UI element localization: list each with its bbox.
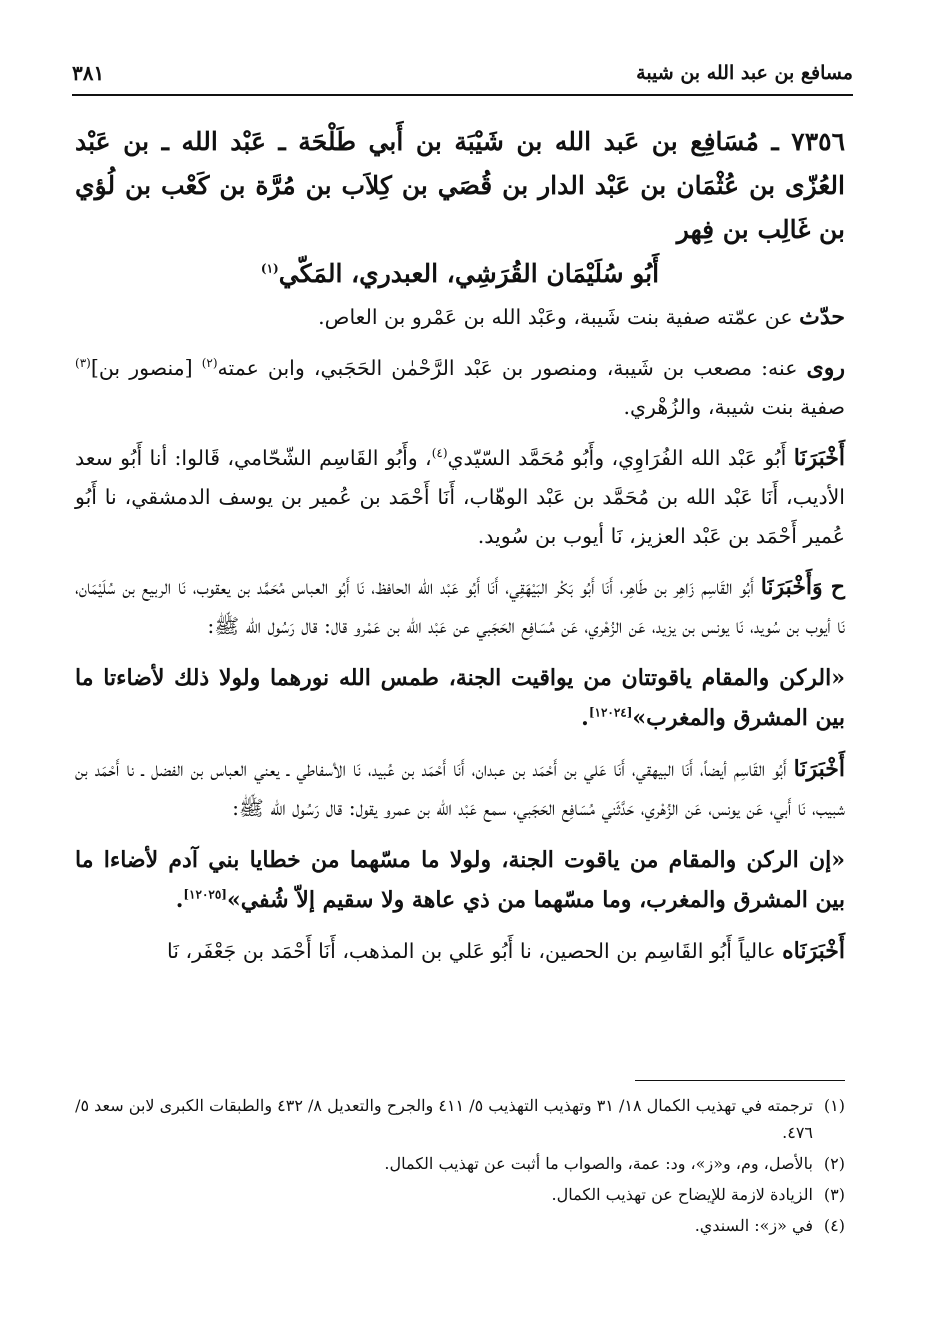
entry-title [75, 120, 845, 296]
page-header [72, 52, 853, 96]
entry-title-line1: ٧٣٥٦ ـ مُسَافِع بن عَبد الله بن شَيْبَة بن أَبي طَلْحَة ـ عَبْد الله ـ بن عَبْد العُزّى بن [75, 127, 845, 200]
footnote-ref: (١) [260, 261, 279, 276]
footnote: (٢) بالأصل، وم، و«ز»، ود: عمة، والصواب ما أثبت عن تهذيب الكمال. [384, 1154, 845, 1173]
main-text [75, 120, 845, 983]
footnote: (٣) الزيادة لازمة للإيضاح عن تهذيب الكمال. [551, 1185, 845, 1204]
paragraph-isnad-3: أَخْبَرَنَا أَبُو القَاسِم أيضاً، أَنَا البيهقي، أَنَا عَلي بن أَحْمَد بن عبدان، أَنَا أَحْمَد بن عُبيد، نَا الأسفاطي ـ يعني العباس بن الفضل ـ نا أَحْمَد بن شبيب، نَا أَبي، عَن يونس، عَن الزُهْري، حَدَّثَني مُسَافِع الحَجَبي، سمع عَبْد الله بن عمرو يقول: قال رَسُول الله ﷺ: [75, 756, 845, 820]
footnotes [75, 1092, 845, 1243]
footnote-ref: (٣) [75, 356, 91, 371]
paragraph-isnad-1: أَخْبَرَنَا أَبُو عَبْد الله الفُرَاوِي، وأَبُو مُحَمَّد السّيّدي$^{(٤)}$، وأَبُو القَاسِم الشّحّامي، قَالوا: أنا أَبُو سعد الأديب، أَنَا عَبْد الله بن مُحَمَّد بن عَبْد الوهّاب، أَنَا أَحْمَد بن عُمير بن يوسف الدمشقي، نا أَبُو عُمير أَحْمَد بن عَبْد العزيز، نَا أيوب بن سُويد. [75, 445, 846, 548]
footnote-ref: (٤) [431, 446, 448, 461]
paragraph-lead: ح وَأَخْبَرَنَا [760, 574, 845, 600]
paragraph-lead: أَخْبَرَنَا [793, 756, 845, 782]
paragraph-lead: أَخْبَرَنَا [793, 445, 846, 471]
hadith-text-2: «إن الركن والمقام من ياقوت الجنة، ولولا ما مسّهما من خطايا بني آدم لأضاءا ما بين المشرق والمغرب، وما مسّهما من ذي عاهة ولا سقيم إلاّ شُفي»[١٢٠٢٥]. [75, 847, 845, 913]
running-title: مسافع بن عبد الله بن شيبة [636, 62, 853, 84]
footnote: (١) ترجمته في تهذيب الكمال ١٨/ ٣١ وتهذيب التهذيب ٥/ ٤١١ والجرح والتعديل ٨/ ٤٣٢ والطبقات الكبرى لابن سعد ٥/ ٤٧٦. [75, 1096, 845, 1142]
hadith-ref: [١٢٠٢٥] [183, 887, 227, 902]
hadith-text-1: «الركن والمقام ياقوتتان من يواقيت الجنة، طمس الله نورهما ولولا ذلك لأضاءتا ما بين المشرق والمغرب»[١٢٠٢٤]. [75, 665, 845, 731]
paragraph-lead: روى [806, 355, 845, 381]
paragraph-isnad-2: ح وَأَخْبَرَنَا أَبُو القَاسِم زَاهِر بن طَاهِر، أَنَا أَبُو بَكْر البَيْهَقِي، أَنَا أَبُو عَبْد الله الحافظ، نَا أَبُو العباس مُحَمَّد بن يعقوب، نَا الربيع بن سُلَيْمَان، نَا أيوب بن سُويد، نَا يونس بن يزيد، عَن الزُهْري، عَن مُسَافِع الحَجَبي عن عَبْد الله بن عَمْرو قال: قال رَسُول الله ﷺ: [75, 574, 845, 638]
paragraph-narrators: روى عنه: مصعب بن شَيبة، ومنصور بن عَبْد الرَّحْمٰن الحَجَبي، وابن عمته$^{(٢)}$ [منصور بن]$^{(٣)}$ صفية بنت شيبة، والزُهْري. [75, 355, 845, 419]
footnote-ref: (٢) [201, 356, 218, 371]
paragraph-lead: أَخْبَرَنَاه [782, 938, 845, 964]
entry-title-line2: عُثْمَان بن عَبْد الدار بن قُصَي بن كِلاَب بن مُرَّة بن كَعْب بن لُؤي بن غَالِب بن فِهر [75, 171, 845, 244]
footnote: (٤) في «ز»: السندي. [694, 1216, 845, 1235]
paragraph-narrated: حدّث عن عمّته صفية بنت شَيبة، وعَبْد الله بن عَمْرو بن العاص. [318, 304, 845, 330]
page-number: ٣٨١ [72, 61, 105, 85]
paragraph-isnad-4: أَخْبَرَنَاه عالياً أَبُو القَاسِم بن الحصين، نا أَبُو عَلي بن المذهب، أَنَا أَحْمَد بن جَعْفَر، نَا [166, 938, 845, 964]
footnote-divider [635, 1080, 845, 1081]
paragraph-lead: حدّث [799, 304, 845, 330]
entry-title-line3: أَبُو سُلَيْمَان القُرَشِي، العبدري، المَكّي$^{(١)}$ [260, 259, 660, 288]
hadith-ref: [١٢٠٢٤] [588, 705, 633, 720]
